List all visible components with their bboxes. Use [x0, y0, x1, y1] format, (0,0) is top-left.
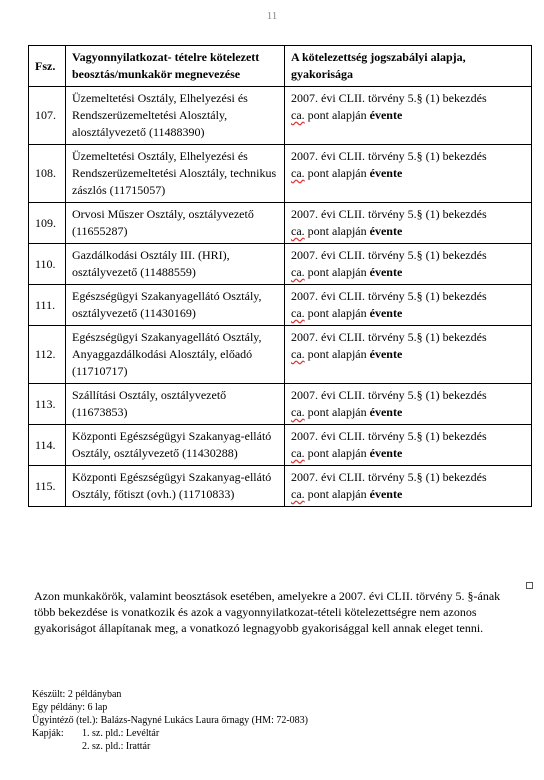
table-row — [29, 87, 532, 145]
row-legal-basis — [285, 244, 532, 285]
row-position: Központi Egészségügyi Szakanyag-ellátó Osztály, osztályvezető (11430288) — [66, 425, 285, 466]
row-number: 111. — [29, 285, 66, 326]
legal-frequency: évente — [369, 446, 403, 460]
legal-reference: 2007. évi CLII. törvény 5.§ (1) bekezdés — [291, 470, 487, 484]
legal-basis-text: pont alapján — [304, 405, 370, 419]
row-number: 114. — [29, 425, 66, 466]
page-number: 11 — [266, 10, 278, 22]
row-number: 108. — [29, 145, 66, 203]
legal-basis-text: pont alapján — [304, 224, 370, 238]
table-resize-handle[interactable] — [526, 582, 533, 589]
row-legal-basis — [285, 425, 532, 466]
note-paragraph: Azon munkakörök, valamint beosztások esetében, amelyekre a 2007. évi CLII. törvény 5. §-ának több bekezdése is vonatkozik és azok a vagyonnyilatkozat-tételi kötelezettségre nem azonos gyakoriságot állapítanak meg, a vonatkozó legnagyobb gyakorisággal kell annak eleget tenni. — [34, 589, 501, 635]
footer-pages: Egy példány: 6 lap — [32, 702, 108, 713]
legal-frequency: évente — [369, 265, 403, 279]
row-number: 107. — [29, 87, 66, 145]
row-number: 112. — [29, 326, 66, 384]
legal-frequency: évente — [369, 306, 403, 320]
legal-basis-text: pont alapján — [304, 166, 370, 180]
row-legal-basis — [285, 145, 532, 203]
row-number: 109. — [29, 203, 66, 244]
legal-basis-text: pont alapján — [304, 306, 370, 320]
legal-reference: 2007. évi CLII. törvény 5.§ (1) bekezdés — [291, 91, 487, 105]
row-legal-basis — [285, 87, 532, 145]
header-position: Vagyonnyilatkozat- tételre kötelezett beosztás/munkakör megnevezése — [66, 46, 285, 87]
row-position: Egészségügyi Szakanyagellátó Osztály, osztályvezető (11430169) — [66, 285, 285, 326]
legal-reference: 2007. évi CLII. törvény 5.§ (1) bekezdés — [291, 289, 487, 303]
legal-frequency: évente — [369, 166, 403, 180]
legal-point: ca. — [291, 487, 305, 501]
row-position: Orvosi Műszer Osztály, osztályvezető (11655287) — [66, 203, 285, 244]
footer-recipients — [32, 727, 308, 740]
legal-basis-text: pont alapján — [304, 347, 370, 361]
legal-reference: 2007. évi CLII. törvény 5.§ (1) bekezdés — [291, 207, 487, 221]
row-legal-basis — [285, 326, 532, 384]
row-position: Szállítási Osztály, osztályvezető (11673853) — [66, 384, 285, 425]
table-row — [29, 244, 532, 285]
legal-basis-text: pont alapján — [304, 487, 370, 501]
footer-copies: Készült: 2 példányban — [32, 689, 122, 700]
document-footer — [32, 688, 308, 753]
header-num: Fsz. — [29, 46, 66, 87]
legal-reference: 2007. évi CLII. törvény 5.§ (1) bekezdés — [291, 149, 487, 163]
legal-point: ca. — [291, 224, 305, 238]
table-row — [29, 326, 532, 384]
legal-basis-text: pont alapján — [304, 446, 370, 460]
recipient-1: 1. sz. pld.: Levéltár — [82, 728, 160, 739]
row-legal-basis — [285, 384, 532, 425]
footer-recipients-2 — [32, 740, 308, 753]
legal-point: ca. — [291, 166, 305, 180]
footer-administrator: Ügyintéző (tel.): Balázs-Nagyné Lukács Laura őrnagy (HM: 72-083) — [32, 715, 309, 726]
legal-frequency: évente — [369, 224, 403, 238]
legal-point: ca. — [291, 446, 305, 460]
legal-basis-text: pont alapján — [304, 265, 370, 279]
legal-frequency: évente — [369, 108, 403, 122]
table-row — [29, 425, 532, 466]
legal-point: ca. — [291, 306, 305, 320]
legal-basis-text: pont alapján — [304, 108, 370, 122]
legal-frequency: évente — [369, 487, 403, 501]
row-legal-basis — [285, 203, 532, 244]
row-position: Gazdálkodási Osztály III. (HRI), osztályvezető (11488559) — [66, 244, 285, 285]
legal-reference: 2007. évi CLII. törvény 5.§ (1) bekezdés — [291, 248, 487, 262]
header-legal: A kötelezettség jogszabályi alapja, gyakorisága — [285, 46, 532, 87]
legal-point: ca. — [291, 108, 305, 122]
legal-reference: 2007. évi CLII. törvény 5.§ (1) bekezdés — [291, 429, 487, 443]
table-row — [29, 466, 532, 507]
row-number: 115. — [29, 466, 66, 507]
row-number: 110. — [29, 244, 66, 285]
row-position: Üzemeltetési Osztály, Elhelyezési és Rendszerüzemeltetési Alosztály, alosztályvezető (11488390) — [66, 87, 285, 145]
legal-reference: 2007. évi CLII. törvény 5.§ (1) bekezdés — [291, 330, 487, 344]
legal-point: ca. — [291, 347, 305, 361]
table-body — [29, 87, 532, 507]
row-legal-basis — [285, 466, 532, 507]
legal-frequency: évente — [369, 347, 403, 361]
row-legal-basis — [285, 285, 532, 326]
legal-frequency: évente — [369, 405, 403, 419]
table-row — [29, 285, 532, 326]
table-row — [29, 203, 532, 244]
recipient-2: 2. sz. pld.: Irattár — [82, 741, 151, 752]
obligation-table — [28, 45, 532, 507]
table-header-row — [29, 46, 532, 87]
legal-reference: 2007. évi CLII. törvény 5.§ (1) bekezdés — [291, 388, 487, 402]
legal-point: ca. — [291, 265, 305, 279]
row-position: Központi Egészségügyi Szakanyag-ellátó Osztály, főtiszt (ovh.) (11710833) — [66, 466, 285, 507]
table-row — [29, 145, 532, 203]
row-position: Üzemeltetési Osztály, Elhelyezési és Rendszerüzemeltetési Alosztály, technikus zászlós (11715057) — [66, 145, 285, 203]
row-number: 113. — [29, 384, 66, 425]
table-row — [29, 384, 532, 425]
recipients-label: Kapják: — [32, 728, 64, 739]
legal-point: ca. — [291, 405, 305, 419]
row-position: Egészségügyi Szakanyagellátó Osztály, Anyaggazdálkodási Alosztály, előadó (11710717) — [66, 326, 285, 384]
